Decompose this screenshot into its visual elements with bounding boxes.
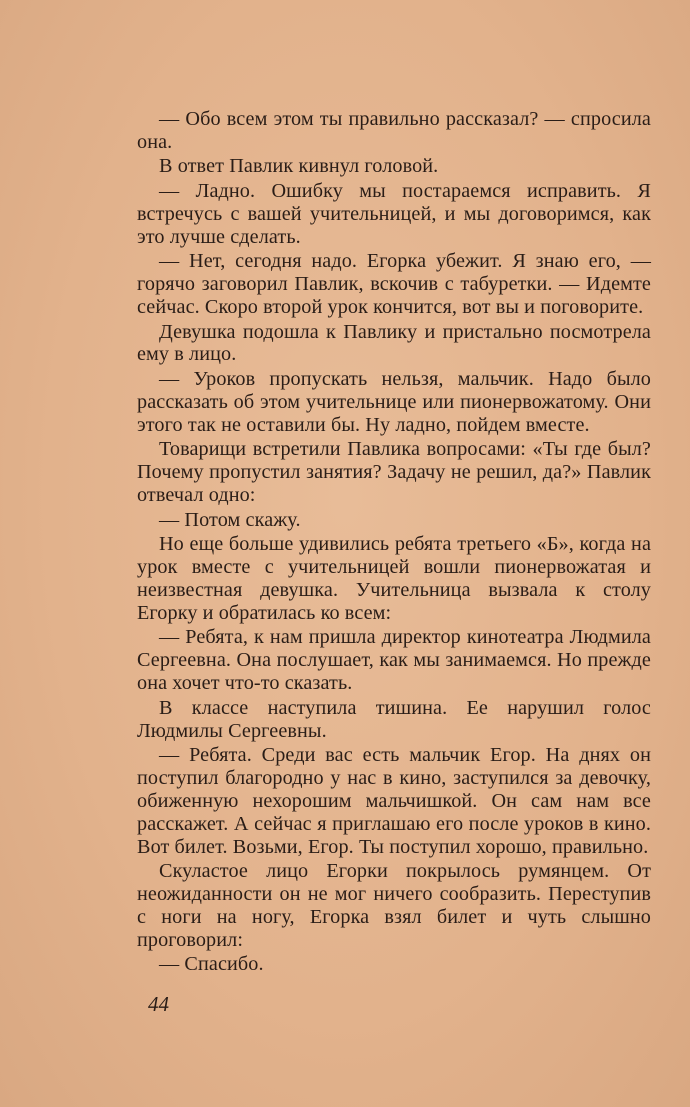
paragraph-10: — Ребята, к нам пришла директор кинотеатра Людмила Сергеевна. Она послушает, как мы занимаемся. Но прежде она хочет что-то сказать. <box>137 626 651 695</box>
paragraph-13: Скуластое лицо Егорки покрылось румянцем. От неожиданности он не мог ничего сообразить. Переступив с ноги на ногу, Егорка взял билет и чуть слышно проговорил: <box>137 860 651 951</box>
paragraph-14: — Спасибо. <box>159 953 264 976</box>
paragraph-1: — Обо всем этом ты правильно рассказал? — спросила она. <box>137 108 651 153</box>
paragraph-3: — Ладно. Ошибку мы постараемся исправить. Я встречусь с вашей учительницей, и мы договоримся, как это лучше сделать. <box>137 179 651 248</box>
paragraph-7: Товарищи встретили Павлика вопросами: «Ты где был? Почему пропустил занятия? Задачу не решил, да?» Павлик отвечал одно: <box>137 438 651 507</box>
paragraph-12: — Ребята. Среди вас есть мальчик Егор. На днях он поступил благородно у нас в кино, заступился за девочку, обиженную нехорошим мальчишкой. Он сам нам все расскажет. А сейчас я приглашаю его после уроков в кино. Вот билет. Возьми, Егор. Ты поступил хорошо, правильно. <box>137 744 651 858</box>
page-number: 44 <box>148 992 169 1016</box>
paragraph-4: — Нет, сегодня надо. Егорка убежит. Я знаю его, — горячо заговорил Павлик, вскочив с табуретки. — Идемте сейчас. Скоро второй урок кончится, вот вы и поговорите. <box>137 250 651 319</box>
paragraph-6: — Уроков пропускать нельзя, мальчик. Надо было рассказать об этом учительнице или пионервожатому. Они этого так не оставили бы. Ну ладно, пойдем вместе. <box>137 367 651 436</box>
page-text <box>137 108 651 978</box>
paragraph-9: Но еще больше удивились ребята третьего «Б», когда на урок вместе с учительницей вошли пионервожатая и неизвестная девушка. Учительница вызвала к столу Егорку и обратилась ко всем: <box>137 533 651 624</box>
paragraph-11: В классе наступила тишина. Ее нарушил голос Людмилы Сергеевны. <box>137 696 651 742</box>
paragraph-5: Девушка подошла к Павлику и пристально посмотрела ему в лицо. <box>137 320 651 366</box>
paragraph-2: В ответ Павлик кивнул головой. <box>159 155 439 178</box>
paragraph-8: — Потом скажу. <box>159 508 301 531</box>
